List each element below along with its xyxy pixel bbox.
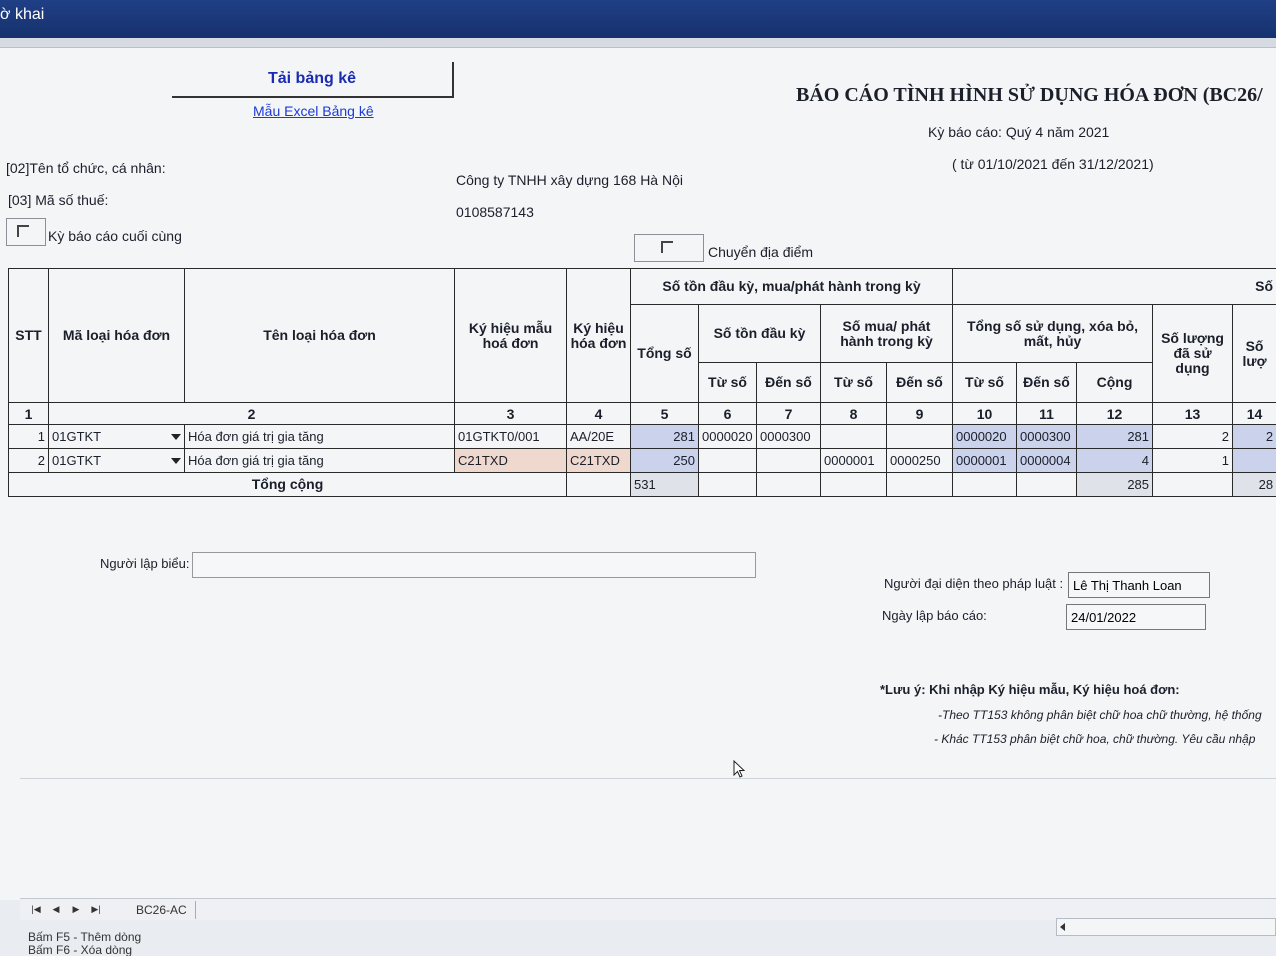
total-empty [1153,473,1233,497]
divider [20,778,1276,779]
cell-code[interactable] [49,425,185,449]
toolbar-strip [0,38,1276,48]
table-row [9,449,1276,473]
window-titlebar [0,0,1276,38]
report-date-input[interactable] [1066,604,1206,630]
header-group-opening: Số tồn đầu kỳ, mua/phát hành trong kỳ [631,269,953,305]
header-buy-to: Đến số [887,363,953,403]
colnum-8: 8 [821,403,887,425]
tax-code-value: 0108587143 [456,204,534,220]
relocate-checkbox[interactable] [634,234,704,262]
relocate-label: Chuyển địa điểm [708,244,814,260]
download-list-button[interactable]: Tải bảng kê [172,62,454,98]
total-empty [953,473,1017,497]
cell-symbol[interactable]: C21TXD [567,449,631,473]
cell-symbol[interactable]: AA/20E [567,425,631,449]
sheet-tab-bar [20,898,1276,920]
org-name-label: [02]Tên tổ chức, cá nhân: [6,160,166,176]
cell-buy-from[interactable]: 0000001 [821,449,887,473]
colnum-4: 4 [567,403,631,425]
dropdown-icon[interactable] [171,458,181,464]
header-template: Ký hiệu mẫu hoá đơn [455,269,567,403]
header-qty-used: Số lượng đã sử dụng [1153,305,1233,403]
cell-code[interactable] [49,449,185,473]
report-title: BÁO CÁO TÌNH HÌNH SỬ DỤNG HÓA ĐƠN (BC26/ [796,84,1263,106]
header-open-to: Đến số [757,363,821,403]
colnum-12: 12 [1077,403,1153,425]
total-empty [567,473,631,497]
header-code: Mã loại hóa đơn [49,269,185,403]
header-open-from: Từ số [699,363,757,403]
cell-total: 250 [631,449,699,473]
note-title: *Lưu ý: Khi nhập Ký hiệu mẫu, Ký hiệu hoá đơn: [880,682,1180,697]
total-qty: 28 [1233,473,1276,497]
header-symbol: Ký hiệu hóa đơn [567,269,631,403]
note-line-1: -Theo TT153 không phân biệt chữ hoa chữ thường, hệ thống [938,708,1262,722]
cell-code-value: 01GTKT [52,429,102,444]
cell-qty: 2 [1233,425,1276,449]
cell-template[interactable]: C21TXD [455,449,567,473]
colnum-1: 1 [9,403,49,425]
header-total: Tổng số [631,305,699,403]
cell-use-to[interactable]: 0000300 [1017,425,1077,449]
cell-total: 281 [631,425,699,449]
total-empty [887,473,953,497]
cell-qty [1233,449,1276,473]
window-title: ờ khai [0,6,45,23]
header-use-to: Đến số [1017,363,1077,403]
cell-use-sum: 4 [1077,449,1153,473]
cell-open-from[interactable]: 0000020 [699,425,757,449]
total-empty [1017,473,1077,497]
cursor-icon [733,760,745,778]
org-name-value: Công ty TNHH xây dựng 168 Hà Nội [456,172,683,188]
sheet-tab[interactable]: BC26-AC [128,901,196,919]
invoice-usage-table [8,268,1276,497]
colnum-11: 11 [1017,403,1077,425]
colnum-5: 5 [631,403,699,425]
cell-use-from[interactable]: 0000020 [953,425,1017,449]
final-period-checkbox[interactable] [6,218,46,246]
report-date-label: Ngày lập báo cáo: [882,608,987,623]
status-add-row: Bấm F5 - Thêm dòng [28,930,142,944]
last-icon[interactable]: ▶| [91,904,101,914]
report-range: ( từ 01/10/2021 đến 31/12/2021) [952,156,1154,172]
total-empty [821,473,887,497]
header-stt: STT [9,269,49,403]
first-icon[interactable]: |◀ [31,904,41,914]
header-group-right: Số [953,269,1276,305]
dropdown-icon[interactable] [171,434,181,440]
colnum-14: 14 [1233,403,1276,425]
header-purchased: Số mua/ phát hành trong kỳ [821,305,953,363]
table-row [9,425,1276,449]
total-use-sum: 285 [1077,473,1153,497]
cell-open-to[interactable] [757,449,821,473]
colnum-10: 10 [953,403,1017,425]
preparer-input[interactable] [192,552,756,578]
cell-use-from[interactable]: 0000001 [953,449,1017,473]
header-qty: Số lượ [1233,305,1276,403]
cell-open-from[interactable] [699,449,757,473]
cell-stt: 2 [9,449,49,473]
cell-stt: 1 [9,425,49,449]
horizontal-scrollbar[interactable] [1056,918,1276,936]
scroll-left-icon[interactable] [1060,923,1065,931]
legal-rep-label: Người đại diện theo pháp luật : [884,576,1064,591]
total-empty [699,473,757,497]
total-row [9,473,1276,497]
header-use-from: Từ số [953,363,1017,403]
cell-qty-used: 1 [1153,449,1233,473]
total-count: 531 [631,473,699,497]
total-empty [757,473,821,497]
tax-code-label: [03] Mã số thuế: [8,192,109,208]
preparer-label: Người lập biểu: [100,556,190,571]
colnum-6: 6 [699,403,757,425]
final-period-label: Kỳ báo cáo cuối cùng [48,228,182,244]
header-use-sum: Cộng [1077,363,1153,403]
header-opening: Số tồn đầu kỳ [699,305,821,363]
total-label: Tổng cộng [9,473,567,497]
header-buy-from: Từ số [821,363,887,403]
report-period: Kỳ báo cáo: Quý 4 năm 2021 [928,124,1110,140]
cell-name: Hóa đơn giá trị gia tăng [185,449,455,473]
cell-code-value: 01GTKT [52,453,102,468]
cell-buy-from[interactable] [821,425,887,449]
legal-rep-input[interactable] [1068,572,1210,598]
cell-use-sum: 281 [1077,425,1153,449]
header-used-total: Tổng số sử dụng, xóa bỏ, mất, hủy [953,305,1153,363]
note-line-2: - Khác TT153 phân biệt chữ hoa, chữ thường. Yêu cầu nhập [934,732,1256,746]
cell-buy-to[interactable] [887,425,953,449]
cell-buy-to[interactable]: 0000250 [887,449,953,473]
cell-name: Hóa đơn giá trị gia tăng [185,425,455,449]
cell-qty-used: 2 [1153,425,1233,449]
cell-open-to[interactable]: 0000300 [757,425,821,449]
colnum-2: 2 [49,403,455,425]
colnum-7: 7 [757,403,821,425]
header-name: Tên loại hóa đơn [185,269,455,403]
cell-template[interactable]: 01GTKT0/001 [455,425,567,449]
colnum-9: 9 [887,403,953,425]
status-delete-row: Bấm F6 - Xóa dòng [28,943,133,956]
excel-template-link[interactable]: Mẫu Excel Bảng kê [253,103,374,119]
colnum-3: 3 [455,403,567,425]
next-icon[interactable]: ▶ [72,904,80,914]
colnum-13: 13 [1153,403,1233,425]
cell-use-to[interactable]: 0000004 [1017,449,1077,473]
prev-icon[interactable]: ◀ [52,904,60,914]
